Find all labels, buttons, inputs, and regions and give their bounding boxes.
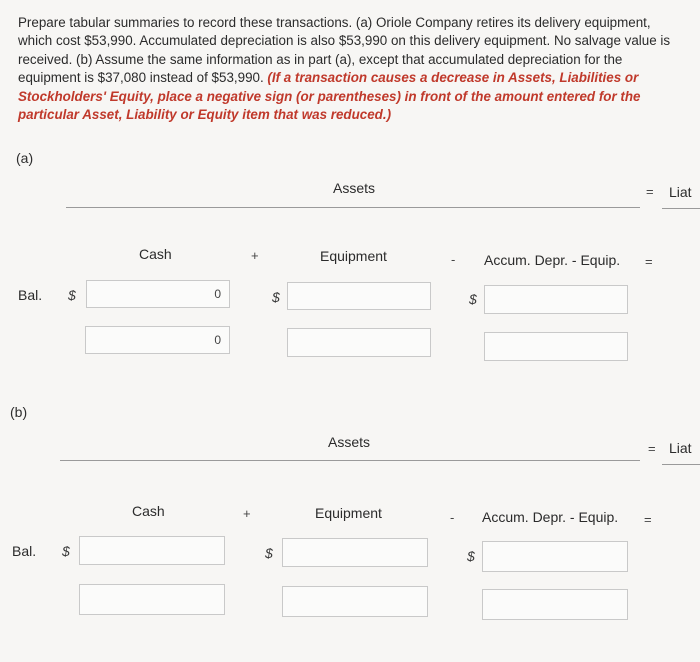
part-a-col-accum-depr: Accum. Depr. - Equip. <box>484 252 621 268</box>
part-b-assets-header: Assets <box>328 434 371 450</box>
part-a-equals-sign: = <box>646 184 654 199</box>
part-a-liabilities-rule <box>662 208 700 209</box>
part-b-dollar-equipment: $ <box>265 545 273 561</box>
part-a-equals-sign-2: = <box>645 254 653 269</box>
part-a-assets-header: Assets <box>333 180 376 196</box>
part-b-bal-accum-input[interactable] <box>482 541 628 572</box>
part-b-label: (b) <box>10 404 28 420</box>
part-a-bal-cash-input[interactable] <box>86 280 230 308</box>
part-b-row2-cash-input[interactable] <box>79 584 225 615</box>
part-a-col-cash: Cash <box>139 246 172 262</box>
part-a-minus-sign: - <box>451 252 456 267</box>
part-a-plus-sign: + <box>251 248 259 263</box>
part-b-liabilities-header: Liat <box>669 440 692 456</box>
part-b-col-cash: Cash <box>132 503 165 519</box>
part-b-dollar-accum: $ <box>467 548 475 564</box>
part-a-liabilities-header: Liat <box>669 184 692 200</box>
part-b-equals-sign-2: = <box>644 512 652 527</box>
part-a-bal-equipment-input[interactable] <box>287 282 431 310</box>
part-a-row2-cash-input[interactable] <box>85 326 230 354</box>
part-a-bal-label: Bal. <box>18 287 43 303</box>
instructions-emphasis: (If a transaction causes a decrease in Assets, Liabilities or Stockholders' Equity, place a negative sign (or parentheses) in front of the amount entered for the particular Asset, Liability or Equity item that was reduced.) <box>18 70 641 123</box>
part-b-bal-equipment-input[interactable] <box>282 538 428 567</box>
part-b-bal-cash-input[interactable] <box>79 536 225 565</box>
part-b-col-equipment: Equipment <box>315 505 382 521</box>
part-a-assets-rule <box>66 207 640 208</box>
part-b-dollar-cash: $ <box>62 543 70 559</box>
part-b-equals-sign: = <box>648 441 656 456</box>
instructions-main: Prepare tabular summaries to record these transactions. (a) Oriole Company retires its delivery equipment, which cost $53,990. Accumulated depreciation is also $53,990 on this delivery equipment. No salvage value is received. (b) Assume the same information as in part (a), except that accumulated depreciation for the equipment is $37,080 instead of $53,990. <box>18 15 671 86</box>
part-a-row2-equipment-input[interactable] <box>287 328 431 357</box>
part-a-col-equipment: Equipment <box>320 248 387 264</box>
part-b-row2-accum-input[interactable] <box>482 589 628 620</box>
part-b-assets-rule <box>60 460 640 461</box>
part-b-col-accum-depr: Accum. Depr. - Equip. <box>482 509 619 525</box>
part-a-row2-accum-input[interactable] <box>484 332 628 361</box>
part-b-bal-label: Bal. <box>12 543 37 559</box>
instructions-text <box>18 14 688 124</box>
part-a-label: (a) <box>16 150 34 166</box>
part-a-bal-accum-input[interactable] <box>484 285 628 314</box>
part-a-dollar-equipment: $ <box>272 289 280 305</box>
part-b-liabilities-rule <box>662 464 700 465</box>
part-b-minus-sign: - <box>450 510 455 525</box>
part-a-dollar-accum: $ <box>469 291 477 307</box>
part-b-row2-equipment-input[interactable] <box>282 586 428 617</box>
part-a-dollar-cash: $ <box>68 287 76 303</box>
part-b-plus-sign: + <box>243 506 251 521</box>
